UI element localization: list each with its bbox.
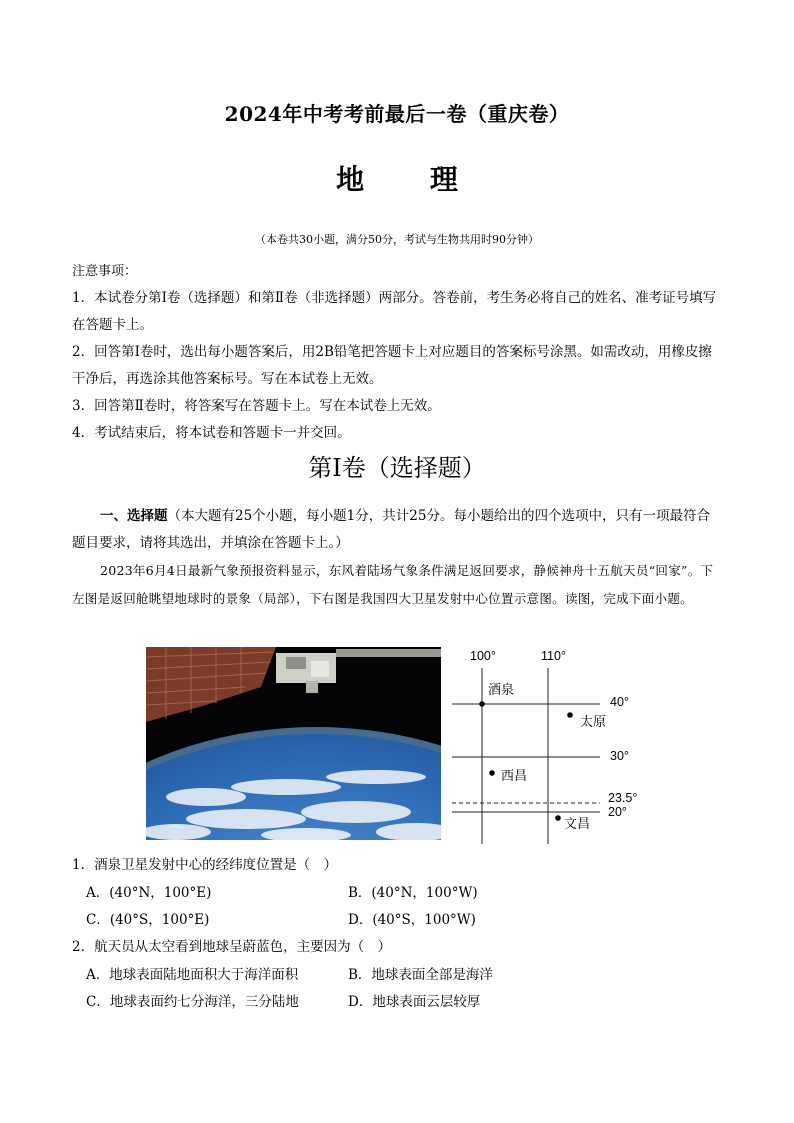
lat-label-23-5: 23.5° [608, 791, 638, 805]
launch-site-map [444, 642, 654, 848]
q1-option-b[interactable]: B．(40°N，100°W) [348, 885, 478, 901]
part-label: 一、选择题 [100, 508, 168, 524]
question-stem: 2023年6月4日最新气象预报资料显示，东风着陆场气象条件满足返回要求，静候神舟十五航天员“回家”。下左图是返回舱眺望地球时的景象（局部），下右图是我国四大卫星发射中心位置示意图。读图，完成下面小题。 [72, 563, 714, 606]
lat-label-20: 20° [608, 805, 627, 819]
site-marker-xichang [489, 770, 495, 776]
q2-option-b[interactable]: B．地球表面全部是海洋 [348, 967, 493, 983]
earth-photo [146, 647, 441, 840]
q1-option-d[interactable]: D．(40°S，100°W) [348, 912, 476, 928]
lon-label-100: 100° [470, 649, 496, 663]
q1-option-a[interactable]: A．(40°N，100°E) [86, 885, 212, 901]
site-marker-taiyuan [567, 712, 573, 718]
part-instructions [72, 503, 722, 557]
notice-item: 2．回答第Ⅰ卷时，选出每小题答案后，用2B铅笔把答题卡上对应题目的答案标号涂黑。如需改动，用橡皮擦干净后，再选涂其他答案标号。写在本试卷上无效。 [72, 344, 712, 387]
notice-heading: 注意事项： [72, 264, 138, 279]
subject-title: 地 理 [336, 163, 486, 196]
site-label-wenchang: 文昌 [564, 816, 591, 831]
q2-option-d[interactable]: D．地球表面云层较厚 [348, 994, 481, 1010]
notice-list [72, 285, 722, 447]
lat-label-30: 30° [610, 749, 629, 763]
site-marker-wenchang [555, 815, 561, 821]
q1-option-c[interactable]: C．(40°S，100°E) [86, 912, 210, 928]
exam-meta: （本卷共30小题，满分50分，考试与生物共用时90分钟） [255, 233, 539, 246]
q2-option-a[interactable]: A．地球表面陆地面积大于海洋面积 [86, 967, 299, 983]
question-2: 2．航天员从太空看到地球呈蔚蓝色，主要因为（ ） [72, 939, 392, 955]
lat-label-40: 40° [610, 695, 629, 709]
exam-title: 2024年中考考前最后一卷（重庆卷） [224, 102, 570, 126]
question-1: 1．酒泉卫星发射中心的经纬度位置是（ ） [72, 857, 338, 873]
section-title: 第I卷（选择题） [308, 454, 486, 482]
site-label-jiuquan: 酒泉 [488, 682, 515, 697]
notice-item: 4．考试结束后，将本试卷和答题卡一并交回。 [72, 425, 351, 441]
lon-label-110: 110° [541, 649, 566, 663]
site-marker-jiuquan [479, 701, 485, 707]
map-svg [444, 642, 654, 848]
site-label-xichang: 西昌 [501, 768, 528, 783]
notice-item: 1．本试卷分第Ⅰ卷（选择题）和第Ⅱ卷（非选择题）两部分。答卷前，考生务必将自己的姓名、准考证号填写在答题卡上。 [72, 290, 717, 333]
notice-item: 3．回答第Ⅱ卷时，将答案写在答题卡上。写在本试卷上无效。 [72, 398, 441, 414]
site-label-taiyuan: 太原 [580, 714, 607, 729]
part-text: （本大题有25个小题，每小题1分，共计25分。每小题给出的四个选项中，只有一项最符合题目要求，请将其选出，并填涂在答题卡上。） [72, 508, 710, 551]
earth-illustration [146, 647, 441, 840]
q2-option-c[interactable]: C．地球表面约七分海洋，三分陆地 [86, 994, 299, 1010]
